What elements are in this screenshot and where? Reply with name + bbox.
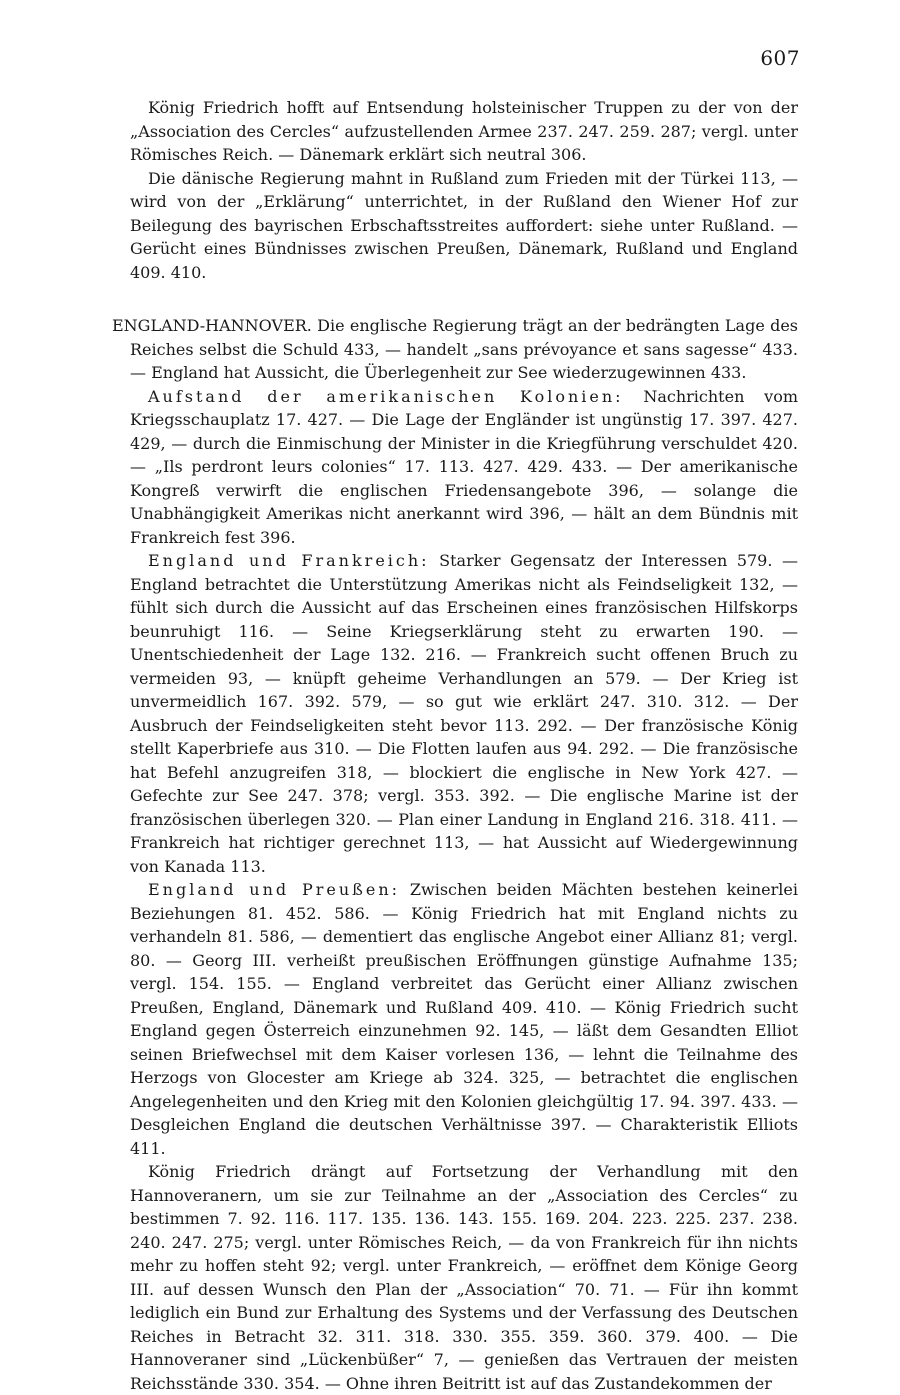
entry-intro-paragraph — [112, 314, 798, 385]
body-text — [112, 96, 799, 1395]
entry-intro-text: Die englische Regierung trägt an der bedrängten Lage des Reiches selbst die Schuld 433, — handelt „sans prévoyance et sans sagesse“ 433. — England hat Aussicht, die Überlegenheit zur See wiederzugewinnen 433. — [130, 316, 798, 382]
section-label: England und Frankreich: — [148, 551, 430, 570]
page-number: 607 — [760, 46, 800, 70]
entry-england-hannover — [112, 314, 798, 385]
section-england-france — [130, 549, 798, 878]
paragraph-danish-government: Die dänische Regierung mahnt in Rußland zum Frieden mit der Türkei 113, — wird von der „Erklärung“ unterrichtet, in der Rußland den Wiener Hof zur Beilegung des bayrischen Erbschaftsstreites auffordert: siehe unter Rußland. — Gerücht eines Bündnisses zwischen Preußen, Dänemark, Rußland und England 409. 410. — [130, 168, 798, 282]
paragraph-holstein: König Friedrich hofft auf Entsendung holsteinischer Truppen zu der von der „Association des Cercles“ aufzustellenden Armee 237. 247. 259. 287; vergl. unter Römisches Reich. — Dänemark erklärt sich neutral 306. — [130, 98, 798, 164]
section-label: England und Preußen: — [148, 880, 401, 899]
section-hannover-association — [130, 1160, 798, 1395]
section-text: Nachrichten vom Kriegsschauplatz 17. 427. — Die Lage der Engländer ist ungünstig 17. 397. 427. 429, — durch die Einmischung der Minister in die Kriegführung verschuldet 420. — „Ils perdront leurs colonies“ 17. 113. 427. 429. 433. — Der amerikanische Kongreß verwirft die englischen Friedensangebote 396, — solange die Unabhängigkeit Amerikas nicht anerkannt wird 396, — hält an dem Bündnis mit Frankreich fest 396. — [130, 386, 799, 547]
section-label: Aufstand der amerikanischen Kolonien: — [148, 386, 624, 406]
section-text: Starker Gegensatz der Interessen 579. — England betrachtet die Unterstützung Amerikas nicht als Feindseligkeit 132, — fühlt sich durch die Aussicht auf das Erscheinen eines französischen Hilfskorps beunruhigt 116. — Seine Kriegserklärung steht zu erwarten 190. — Unentschiedenheit der Lage 132. 216. — Frankreich sucht offenen Bruch zu vermeiden 93, — knüpft geheime Verhandlungen an 579. — Der Krieg ist unvermeidlich 167. 392. 579, — so gut wie erklärt 247. 310. 312. — Der Ausbruch der Feindseligkeiten steht bevor 113. 292. — Der französische König stellt Kaperbriefe aus 310. — Die Flotten laufen aus 94. 292. — Die französische hat Befehl anzugreifen 318, — blockiert die englische in New York 427. — Gefechte zur See 247. 378; vergl. 353. 392. — Die englische Marine ist der französischen überlegen 320. — Plan einer Landung in England 216. 318. 411. — Frankreich hat richtiger gerechnet 113, — hat Aussicht auf Wiedergewinnung von Kanada 113. — [130, 551, 798, 876]
section-england-prussia — [130, 878, 798, 1160]
section-american-colonies — [130, 385, 798, 550]
section-text: König Friedrich drängt auf Fortsetzung der Verhandlung mit den Hannoveranern, um sie zur Teilnahme an der „Association des Cercles“ zu bestimmen 7. 92. 116. 117. 135. 136. 143. 155. 169. 204. 223. 225. 237. 238. 240. 247. 275; vergl. unter Römisches Reich, — da von Frankreich für ihn nichts mehr zu hoffen steht 92; vergl. unter Frankreich, — eröffnet dem Könige Georg III. auf dessen Wunsch den Plan der „Association“ 70. 71. — Für ihn kommt lediglich ein Bund zur Erhaltung des Systems und der Verfassung des Deutschen Reiches in Betracht 32. 311. 318. 330. 355. 359. 360. 379. 400. — Die Hannoveraner sind „Lückenbüßer“ 7, — genießen das Vertrauen der meisten Reichsstände 330. 354. — Ohne ihren Beitritt ist auf das Zustandekommen der — [130, 1162, 798, 1393]
section-text: Zwischen beiden Mächten bestehen keinerlei Beziehungen 81. 452. 586. — König Friedrich hat mit England nichts zu verhandeln 81. 586, — dementiert das englische Angebot einer Allianz 81; vergl. 80. — Georg III. verheißt preußischen Eröffnungen günstige Aufnahme 135; vergl. 154. 155. — England verbreitet das Gerücht einer Allianz zwischen Preußen, England, Dänemark und Rußland 409. 410. — König Friedrich sucht England gegen Österreich einzunehmen 92. 145, — läßt dem Gesandten Elliot seinen Briefwechsel mit dem Kaiser vorlesen 136, — lehnt die Teilnahme des Herzogs von Glocester am Kriege ab 324. 325, — betrachtet die englischen Angelegenheiten und den Krieg mit den Kolonien gleichgültig 17. 94. 397. 433. — Desgleichen England die deutschen Verhältnisse 397. — Charakteristik Elliots 411. — [130, 880, 799, 1158]
entry-heading: ENGLAND-HANNOVER. — [112, 316, 312, 335]
